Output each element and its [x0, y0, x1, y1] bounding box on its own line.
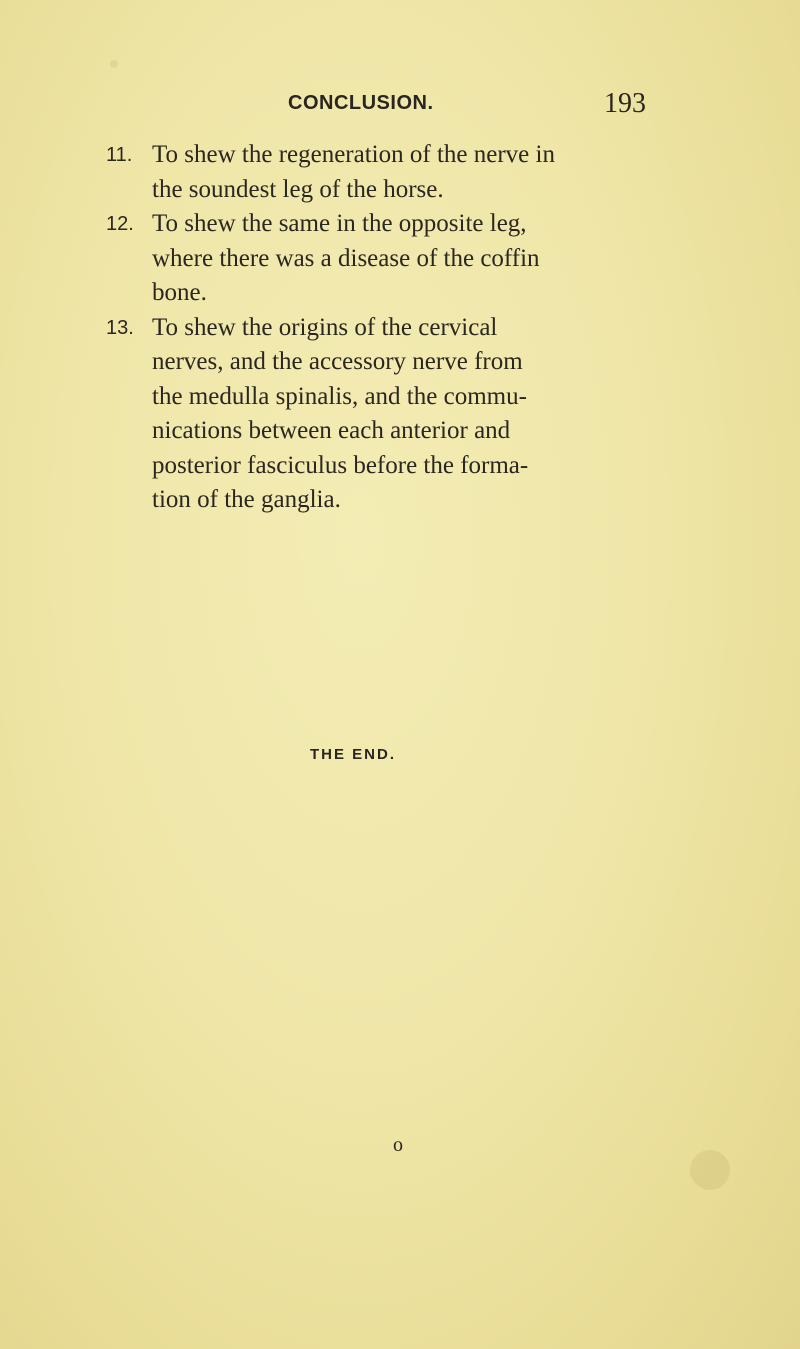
- text-line: bone.: [152, 279, 207, 306]
- paper-stain: [690, 1150, 730, 1190]
- list-item: [106, 311, 666, 518]
- text-line: tion of the ganglia.: [152, 486, 341, 513]
- item-number: 12.: [106, 213, 134, 235]
- list-item: [106, 207, 666, 311]
- text-line: where there was a disease of the coffin: [152, 244, 540, 272]
- page-header: [100, 88, 660, 128]
- item-text: [152, 311, 666, 518]
- text-line: nerves, and the accessory nerve from: [152, 348, 523, 375]
- item-text: [152, 138, 666, 207]
- item-text: [152, 207, 666, 311]
- paper-stain: [110, 60, 118, 68]
- text-line: To shew the same in the opposite leg,: [152, 210, 527, 237]
- numbered-list: [106, 138, 666, 518]
- running-title: CONCLUSION.: [288, 92, 434, 114]
- signature-mark: o: [393, 1134, 403, 1156]
- the-end-label: THE END.: [310, 746, 397, 763]
- text-line: posterior fasciculus before the forma-: [152, 451, 529, 479]
- item-number: 11.: [106, 144, 133, 166]
- text-line: nications between each anterior and: [152, 417, 511, 444]
- text-line: To shew the origins of the cervical: [152, 313, 498, 341]
- item-number: 13.: [106, 316, 134, 339]
- page-number: 193: [604, 88, 646, 119]
- text-line: the medulla spinalis, and the commu-: [152, 382, 527, 410]
- text-line: the soundest leg of the horse.: [152, 175, 444, 203]
- list-item: [106, 138, 666, 207]
- text-line: To shew the regeneration of the nerve in: [152, 141, 555, 168]
